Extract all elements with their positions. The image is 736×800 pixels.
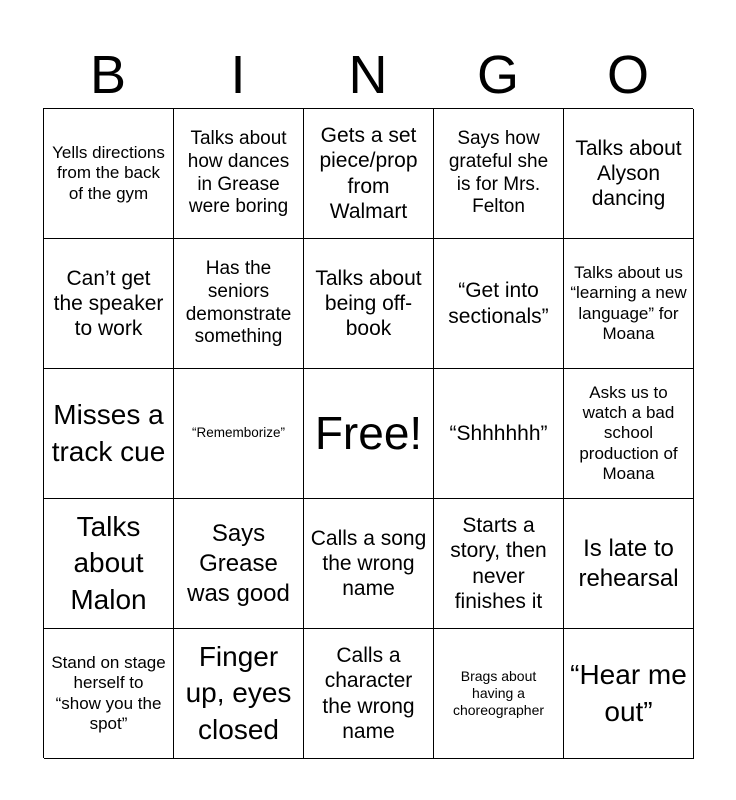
bingo-cell[interactable]: “Rememborize”: [174, 369, 304, 499]
bingo-header: [43, 44, 693, 106]
bingo-cell[interactable]: Talks about Alyson dancing: [564, 109, 694, 239]
bingo-cell[interactable]: Is late to rehearsal: [564, 499, 694, 629]
bingo-cell[interactable]: Talks about us “learning a new language” for Moana: [564, 239, 694, 369]
bingo-cell[interactable]: Can’t get the speaker to work: [44, 239, 174, 369]
bingo-cell[interactable]: Calls a character the wrong name: [304, 629, 434, 759]
header-letter-o: O: [606, 45, 649, 105]
bingo-cell[interactable]: “Get into sectionals”: [434, 239, 564, 369]
bingo-cell[interactable]: Brags about having a choreographer: [434, 629, 564, 759]
bingo-cell[interactable]: “Shhhhhh”: [434, 369, 564, 499]
free-space-cell[interactable]: Free!: [304, 369, 434, 499]
header-letter-i: I: [230, 45, 246, 105]
bingo-cell[interactable]: Yells directions from the back of the gym: [44, 109, 174, 239]
bingo-cell[interactable]: Says how grateful she is for Mrs. Felton: [434, 109, 564, 239]
bingo-cell[interactable]: “Hear me out”: [564, 629, 694, 759]
bingo-cell[interactable]: Finger up, eyes closed: [174, 629, 304, 759]
bingo-cell[interactable]: Asks us to watch a bad school production of Moana: [564, 369, 694, 499]
bingo-cell[interactable]: Talks about being off-book: [304, 239, 434, 369]
header-letter-g: G: [476, 45, 519, 105]
bingo-cell[interactable]: Has the seniors demonstrate something: [174, 239, 304, 369]
header-letter-b: B: [89, 45, 127, 105]
bingo-cell[interactable]: Says Grease was good: [174, 499, 304, 629]
bingo-cell[interactable]: Misses a track cue: [44, 369, 174, 499]
bingo-cell[interactable]: Calls a song the wrong name: [304, 499, 434, 629]
bingo-cell[interactable]: Stand on stage herself to “show you the spot”: [44, 629, 174, 759]
bingo-cell[interactable]: Starts a story, then never finishes it: [434, 499, 564, 629]
header-letter-n: N: [348, 45, 388, 105]
bingo-cell[interactable]: Gets a set piece/prop from Walmart: [304, 109, 434, 239]
bingo-board: [43, 108, 693, 758]
bingo-cell[interactable]: Talks about how dances in Grease were boring: [174, 109, 304, 239]
bingo-cell[interactable]: Talks about Malon: [44, 499, 174, 629]
